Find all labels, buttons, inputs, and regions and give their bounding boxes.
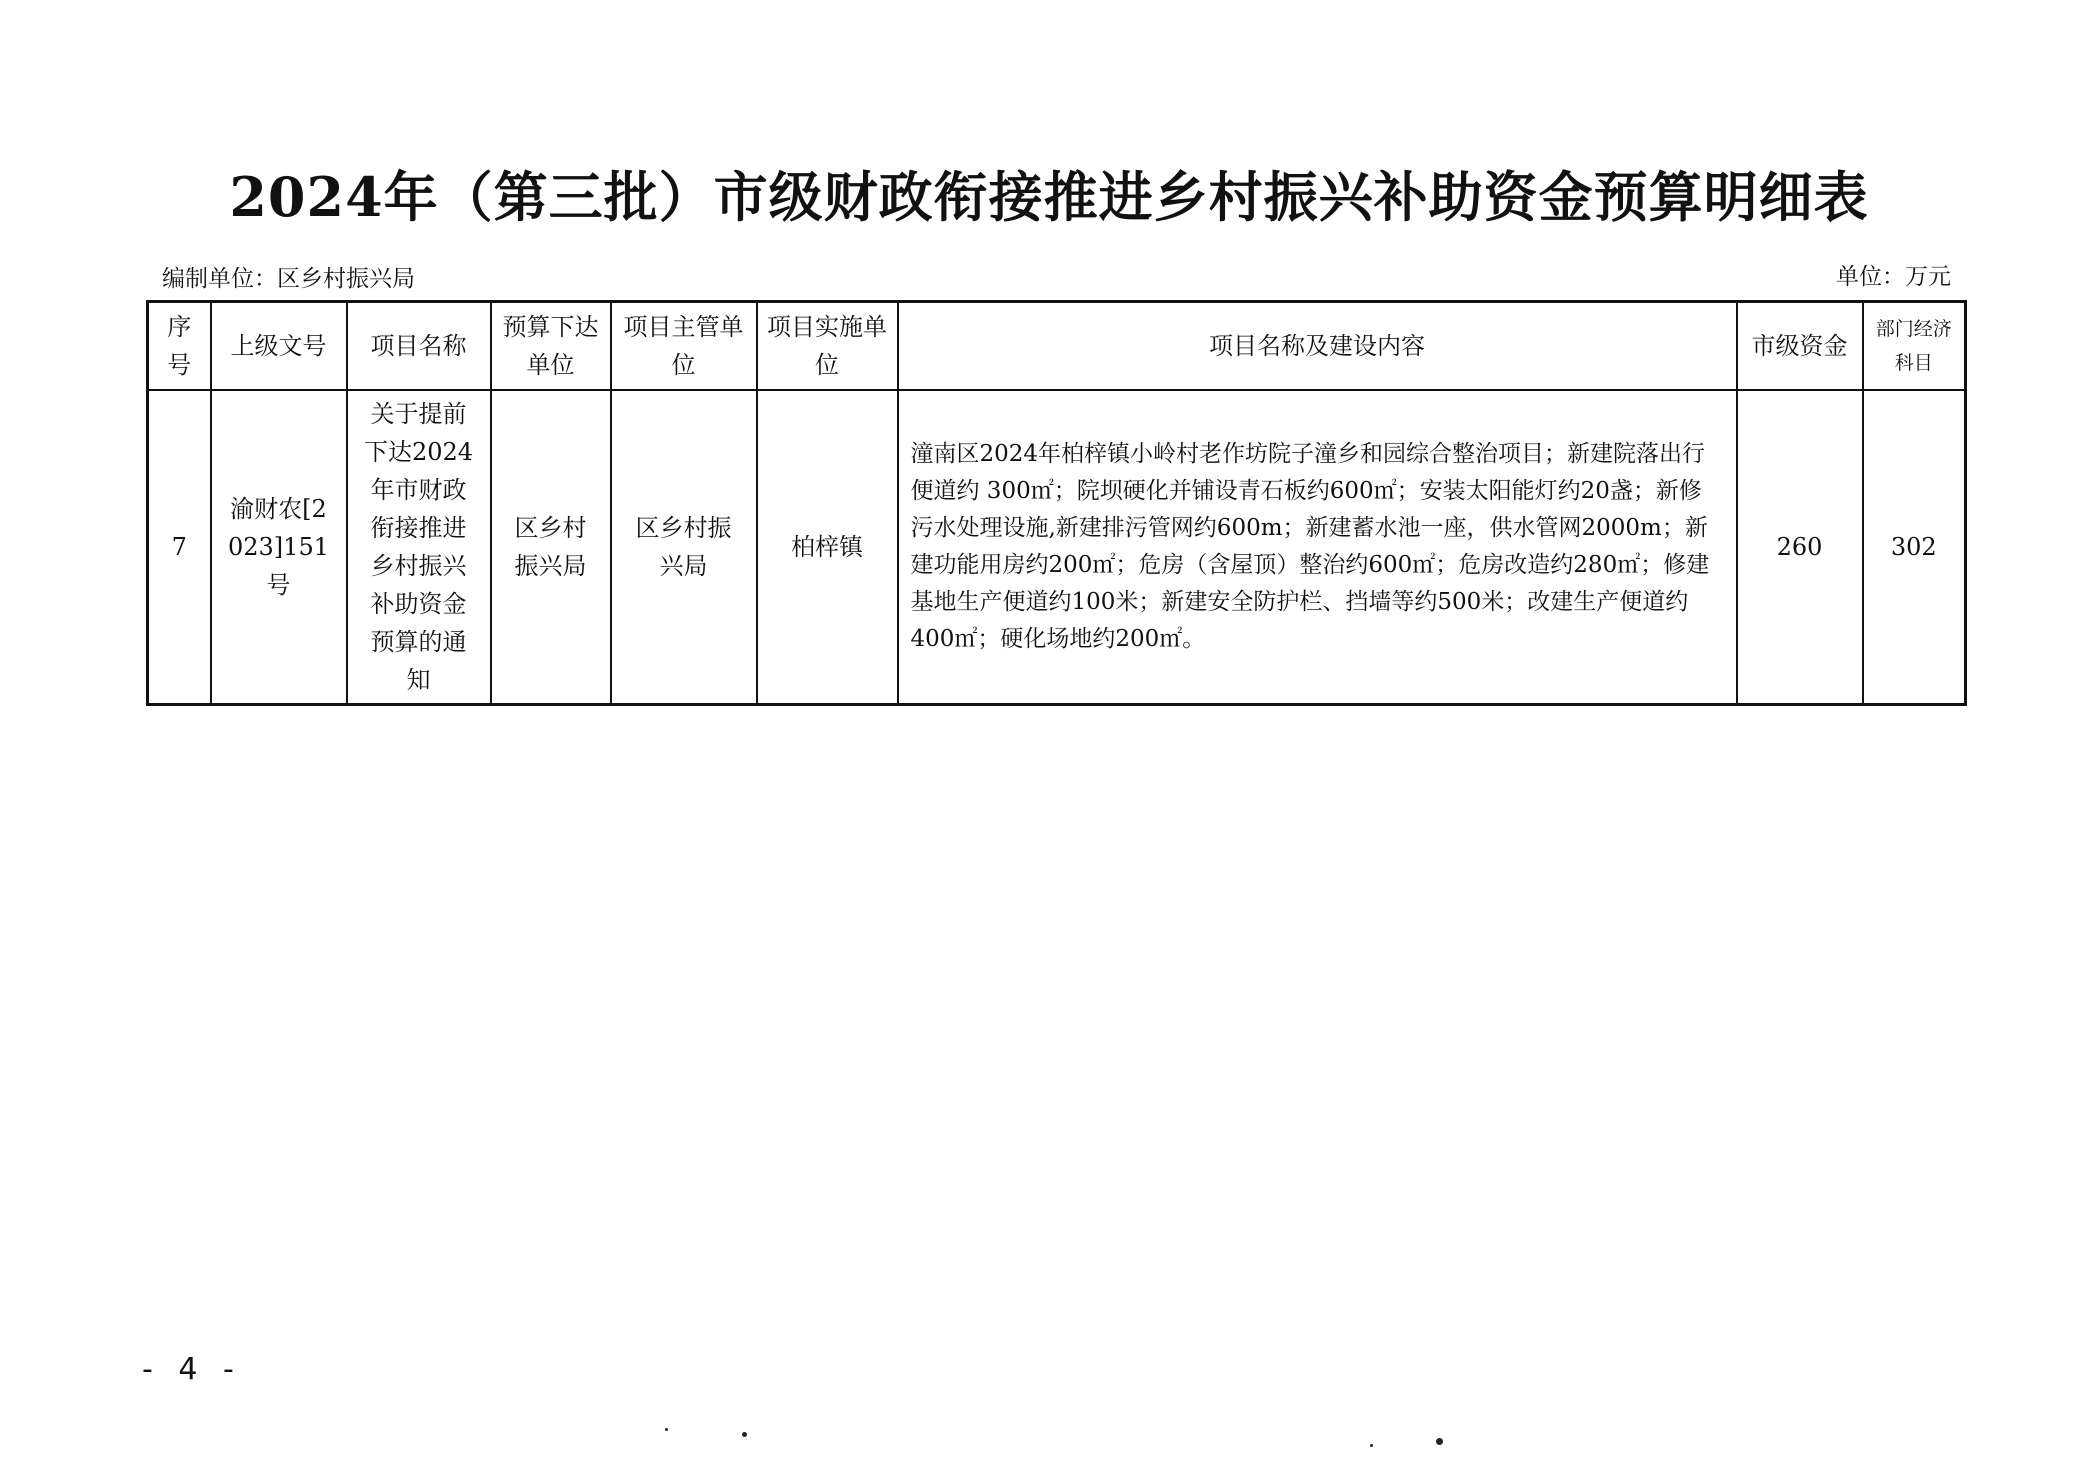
cell-seq: 7	[148, 390, 211, 705]
cell-budget-unit: 区乡村振兴局	[491, 390, 611, 705]
header-econ-subject: 部门经济科目	[1863, 302, 1966, 390]
cell-doc-no: 渝财农[2023]151号	[211, 390, 347, 705]
cell-econ-subject: 302	[1863, 390, 1966, 705]
budget-detail-table	[146, 300, 1967, 706]
scan-speck	[1370, 1444, 1373, 1447]
header-project-name: 项目名称	[347, 302, 491, 390]
compiler-label: 编制单位：区乡村振兴局	[162, 266, 415, 292]
page-number: - 4 -	[142, 1352, 242, 1387]
header-content: 项目名称及建设内容	[898, 302, 1737, 390]
header-implementer: 项目实施单位	[757, 302, 898, 390]
header-seq: 序号	[148, 302, 211, 390]
header-city-funds: 市级资金	[1737, 302, 1863, 390]
cell-content: 潼南区2024年柏梓镇小岭村老作坊院子潼乡和园综合整治项目；新建院落出行便道约 300㎡；院坝硬化并铺设青石板约600㎡；安装太阳能灯约20盏；新修污水处理设施,新建排污管网约600m；新建蓄水池一座，供水管网2000m；新建功能用房约200㎡；危房（含屋顶）整治约600㎡；危房改造约280㎡；修建基地生产便道约100米；新建安全防护栏、挡墙等约500米；改建生产便道约400㎡；硬化场地约200㎡。	[898, 390, 1737, 705]
cell-project-name: 关于提前下达2024年市财政衔接推进乡村振兴补助资金预算的通知	[347, 390, 491, 705]
unit-label: 单位：万元	[1836, 264, 1951, 290]
scan-speck	[665, 1428, 668, 1431]
table-row	[148, 390, 1966, 705]
cell-supervisor: 区乡村振兴局	[611, 390, 757, 705]
header-budget-unit: 预算下达单位	[491, 302, 611, 390]
document-title: 2024年（第三批）市级财政衔接推进乡村振兴补助资金预算明细表	[229, 165, 1869, 229]
cell-city-funds: 260	[1737, 390, 1863, 705]
header-doc-no: 上级文号	[211, 302, 347, 390]
table-header-row	[148, 302, 1966, 390]
cell-implementer: 柏梓镇	[757, 390, 898, 705]
scan-speck	[742, 1432, 747, 1437]
scan-speck	[1436, 1438, 1443, 1445]
header-supervisor: 项目主管单位	[611, 302, 757, 390]
